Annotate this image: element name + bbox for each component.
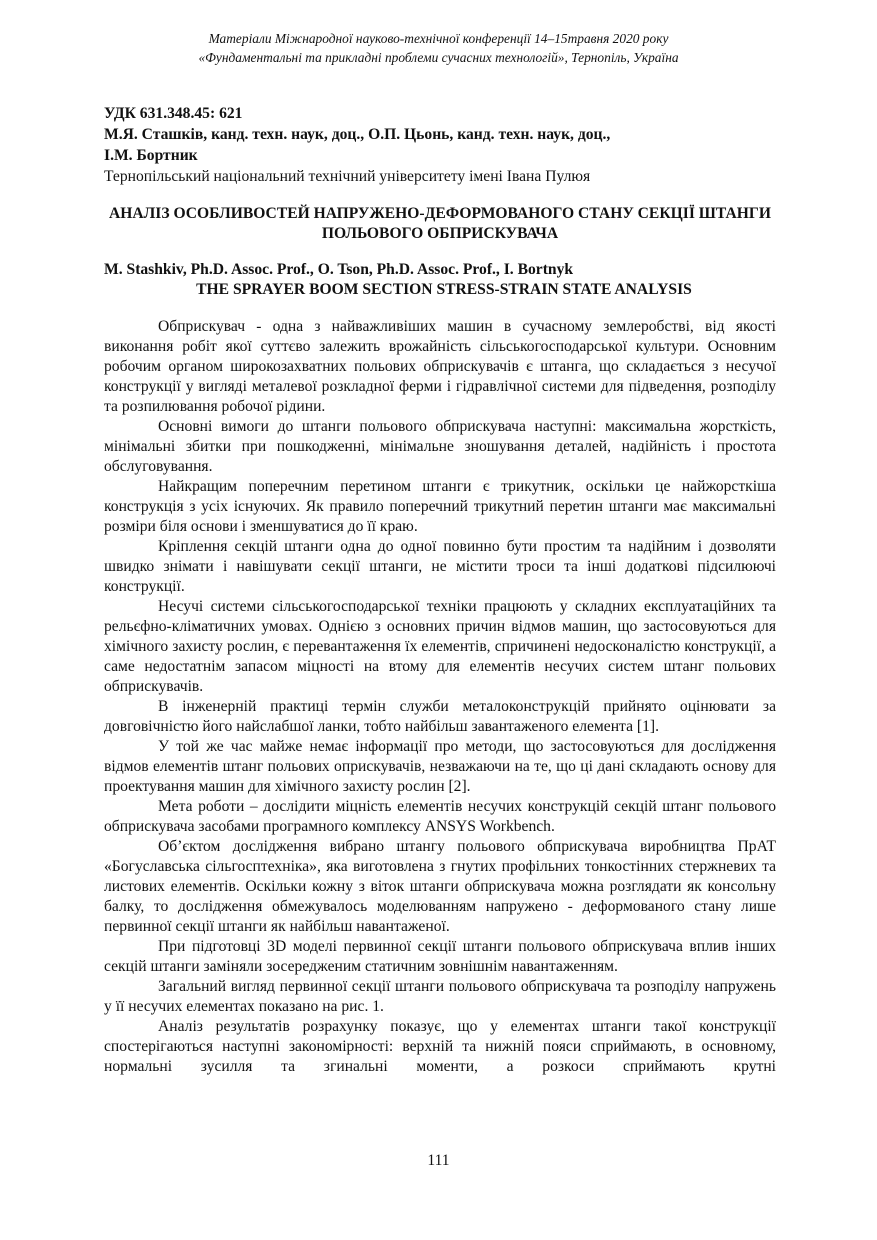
paragraph: Загальний вигляд первинної секції штанги польового обприскувача та розподілу напружень у її несучих елементах показано на рис. 1.	[104, 978, 776, 1015]
affiliation: Тернопільський національний технічний університету імені Івана Пулюя	[104, 168, 591, 185]
body-text	[104, 317, 776, 1077]
authors-ua-line-1: М.Я. Сташків, канд. техн. наук, доц., О.П. Цьонь, канд. техн. наук, доц.,	[104, 126, 611, 143]
paragraph: Аналіз результатів розрахунку показує, що у елементах штанги такої конструкції спостерігаються наступні закономірності: верхній та нижній пояси сприймають, в основному, нормальні зусилля та згинальні моменти, а розкоси сприймають крутні	[104, 1018, 776, 1075]
paragraph: При підготовці 3D моделі первинної секції штанги польового обприскувача вплив інших секцій штанги заміняли зосередженим статичним зовнішнім навантаженням.	[104, 938, 776, 975]
paragraph: Основні вимоги до штанги польового обприскувача наступні: максимальна жорсткість, мінімальні збитки при пошкодженні, мінімальне зношування деталей, надійність і простота обслуговування.	[104, 418, 776, 475]
authors-english: M. Stashkiv, Ph.D. Assoc. Prof., O. Tson, Ph.D. Assoc. Prof., I. Bortnyk	[104, 261, 574, 278]
article-meta	[104, 103, 784, 187]
udc-code: УДК 631.348.45: 621	[104, 105, 243, 122]
paragraph: Кріплення секцій штанги одна до одної повинно бути простим та надійним і дозволяти швидко знімати і навішувати секції штанги, не містити троси та інші додаткові підсилюючі конструкції.	[104, 538, 776, 595]
english-block	[104, 260, 784, 300]
paragraph: Мета роботи – дослідити міцність елементів несучих конструкцій секцій штанг польового обприскувача засобами програмного комплексу ANSYS Workbench.	[104, 798, 776, 835]
header-line-1: Матеріали Міжнародної науково-технічної конференції 14–15травня 2020 року	[208, 31, 669, 46]
title-ukrainian: АНАЛІЗ ОСОБЛИВОСТЕЙ НАПРУЖЕНО-ДЕФОРМОВАНОГО СТАНУ СЕКЦІЇ ШТАНГИ ПОЛЬОВОГО ОБПРИСКУВАЧА	[108, 205, 771, 242]
page-number: 111	[427, 1152, 450, 1169]
paragraph: Несучі системи сільськогосподарської техніки працюють у складних експлуатаційних та рельєфно-кліматичних умовах. Однією з основних причин відмов машин, що застосовуються для хімічного захисту рослин, є перевантаження їх елементів, спричинені недосконалістю конструкції, а саме недостатнім запасом міцності на втому для елементів несучих систем штанг польових обприскувачів.	[104, 598, 776, 695]
paragraph: Об’єктом дослідження вибрано штангу польового обприскувача виробництва ПрАТ «Богуславська сільгосптехніка», яка виготовлена з гнутих профільних тонкостінних стержневих та листових елементів. Оскільки кожну з віток штанги обприскувача можна розглядати як консольну балку, то дослідження обмежувалось моделюванням напружено - деформованого стану лише первинної секції штанги як найбільш навантаженої.	[104, 838, 776, 935]
authors-ua-line-2: І.М. Бортник	[104, 147, 198, 164]
conference-header	[100, 29, 777, 67]
header-line-2: «Фундаментальні та прикладні проблеми сучасних технологій», Тернопіль, Україна	[198, 50, 679, 65]
title-english: THE SPRAYER BOOM SECTION STRESS-STRAIN STATE ANALYSIS	[196, 281, 692, 298]
paragraph: Обприскувач - одна з найважливіших машин в сучасному землеробстві, від якості виконання робіт якої суттєво залежить врожайність сільськогосподарської культури. Основним робочим органом широкозахватних польових обприскувачів є штанга, що складається з несучої конструкції у вигляді металевої розкладної ферми і гідравлічної системи для підведення, розподілу та розпилювання робочої рідини.	[104, 318, 776, 415]
paragraph: У той же час майже немає інформації про методи, що застосовуються для дослідження відмов елементів штанг польових оприскувачів, незважаючи на те, що ці дані складають основу для проектування машин для хімічного захисту рослин [2].	[104, 738, 776, 795]
paragraph: Найкращим поперечним перетином штанги є трикутник, оскільки це найжорсткіша конструкція з усіх існуючих. Як правило поперечний трикутний перетин штанги має максимальні розміри біля основи і зменшуватися до її краю.	[104, 478, 776, 535]
paragraph: В інженерній практиці термін служби металоконструкцій прийнято оцінювати за довговічністю його найслабшої ланки, тобто найбільш завантаженого елемента [1].	[104, 698, 776, 735]
